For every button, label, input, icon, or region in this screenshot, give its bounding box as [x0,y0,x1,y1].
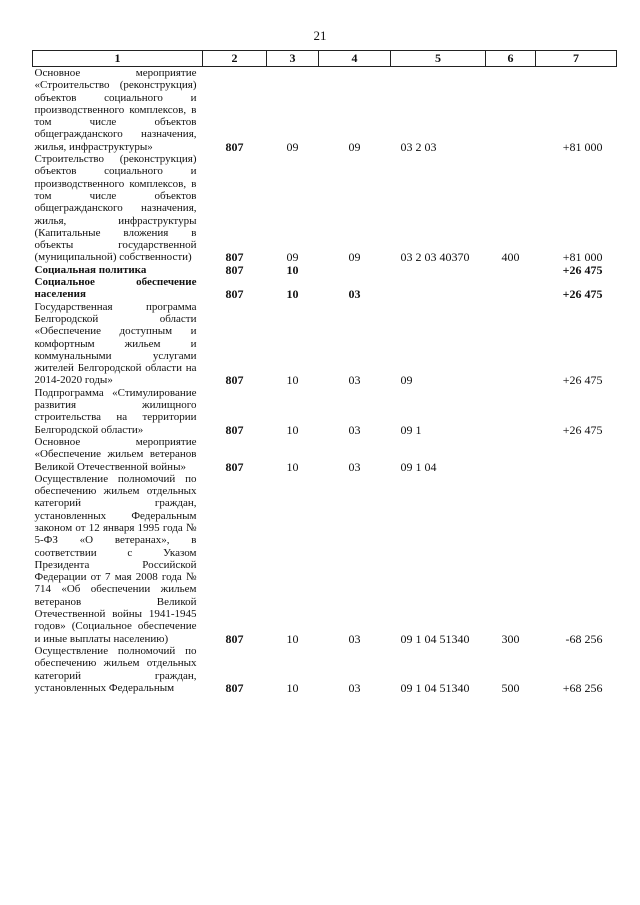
header-col-3: 3 [267,51,319,67]
row-name: Социальная политика [34,263,147,276]
row-amount: +81 000 [562,139,603,154]
table-row [33,301,617,387]
row-admin-code: 807 [225,459,244,474]
page-number: 21 [313,28,327,43]
row-section: 10 [286,680,299,695]
row-target-code: 03 2 03 [400,139,437,154]
row-subsection: 03 [348,422,361,437]
row-name: Социальное обеспечение населения [34,276,197,301]
row-subsection: 03 [348,680,361,695]
row-amount: -68 256 [565,631,603,646]
row-admin-code: 807 [225,422,244,437]
row-subsection: 03 [348,287,361,302]
row-subsection: 03 [348,459,361,474]
row-target-code [391,264,486,276]
row-admin-code: 807 [225,631,244,646]
row-expense-type [486,387,536,436]
row-amount: +26 475 [562,262,603,277]
row-admin-code: 807 [225,373,244,388]
table-row [33,473,617,645]
row-name: Государственная программа Белгородской области «Обеспечение доступным и комфортным жильем и коммунальными услугами жителей Белгородской области на 2014-2020 годы» [34,300,197,387]
table-row [33,264,617,276]
header-col-2: 2 [203,51,267,67]
row-section: 10 [286,373,299,388]
row-target-code: 09 1 04 51340 [400,680,470,695]
header-col-5: 5 [391,51,486,67]
row-subsection: 03 [348,373,361,388]
table-row [33,67,617,154]
row-section: 10 [286,422,299,437]
row-amount: +26 475 [562,422,603,437]
row-section: 09 [286,139,299,154]
row-amount: +26 475 [562,373,603,388]
row-target-code [391,276,486,301]
row-section: 10 [286,459,299,474]
row-expense-type [486,276,536,301]
row-name: Осуществление полномочий по обеспечению жильем отдельных категорий граждан, установленных Федеральным [34,644,197,694]
row-target-code: 09 1 04 [400,459,437,474]
row-subsection: 03 [348,631,361,646]
row-expense-type [486,301,536,387]
header-col-7: 7 [536,51,617,67]
header-col-1: 1 [33,51,203,67]
row-name: Основное мероприятие «Строительство (реконструкция) объектов социального и производственного комплексов, в том числе объектов общегражданского назначения, жилья, инфраструктуры» [34,67,197,153]
row-target-code: 09 1 [400,422,422,437]
row-amount: +68 256 [562,680,603,695]
row-section: 09 [286,250,299,265]
row-target-code: 09 1 04 51340 [400,631,470,646]
table-row [33,153,617,264]
row-name: Подпрограмма «Стимулирование развития жилищного строительства на территории Белгородской области» [34,386,197,436]
row-admin-code: 807 [225,287,244,302]
header-col-4: 4 [319,51,391,67]
row-amount: +81 000 [562,250,603,265]
table-header [33,51,617,67]
row-expense-type [486,67,536,154]
table-row [33,276,617,301]
table-row [33,645,617,694]
row-target-code: 03 2 03 40370 [400,250,470,265]
row-expense-type [486,264,536,276]
row-name: Осуществление полномочий по обеспечению жильем отдельных категорий граждан, установленных Федеральным законом от 12 января 1995 года № 5-ФЗ «О ветеранах», в соответствии с Указом Президента Российской Федерации от 7 мая 2008 года № 714 «Об обеспечении жильем ветеранов Великой Отечественной войны 1941-1945 годов» (Социальное обеспечение и иные выплаты населению) [34,472,197,645]
row-subsection [319,264,391,276]
row-admin-code: 807 [225,139,244,154]
row-admin-code: 807 [225,250,244,265]
row-subsection: 09 [348,250,361,265]
row-expense-type: 400 [501,250,520,265]
row-section: 10 [286,287,299,302]
row-target-code: 09 [400,373,413,388]
row-expense-type [486,436,536,473]
row-name: Основное мероприятие «Обеспечение жильем ветеранов Великой Отечественной войны» [34,435,197,473]
row-name: Строительство (реконструкция) объектов социального и производственного комплексов, в том числе объектов общегражданского назначения, жилья, инфраструктуры (Капитальные вложения в объекты государственной (муниципальной) собственности) [34,153,197,264]
budget-table [32,50,617,694]
row-section: 10 [286,631,299,646]
row-expense-type: 500 [501,680,520,695]
row-subsection: 09 [348,139,361,154]
row-admin-code: 807 [225,680,244,695]
table-row [33,436,617,473]
row-section: 10 [286,262,299,277]
table-row [33,387,617,436]
row-amount: +26 475 [562,287,603,302]
row-expense-type: 300 [501,631,520,646]
row-admin-code: 807 [225,262,244,277]
header-col-6: 6 [486,51,536,67]
row-amount [536,436,617,473]
